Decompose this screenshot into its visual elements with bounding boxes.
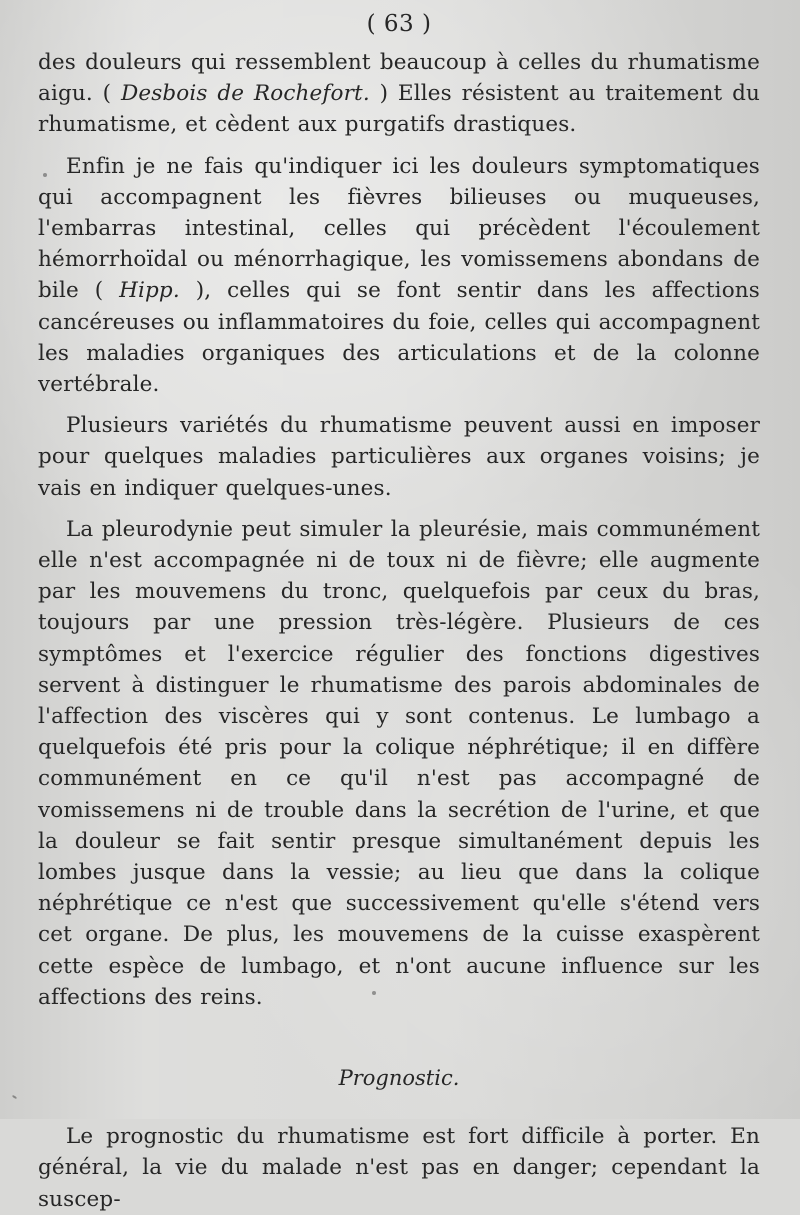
paragraph-1-text-a: des douleurs qui ressemblent beaucoup à celles du rhumatisme aigu. ( xyxy=(38,50,760,107)
citation-hipp: Hipp. xyxy=(119,278,180,304)
paragraph-continued xyxy=(38,47,760,141)
page-number: ( 63 ) xyxy=(366,11,432,37)
citation-desbois: Desbois de Rochefort. xyxy=(120,81,370,107)
paragraph-prognostic: Le prognostic du rhumatisme est fort difficile à porter. En général, la vie du malade n'est pas en danger; cependant la suscep- xyxy=(38,1124,760,1212)
paragraph-2-text-b: ), celles qui se font sentir dans les affections cancéreuses ou inflammatoires du foie, celles qui accompagnent les maladies organiques des articulations et de la colonne vertébrale. xyxy=(38,278,760,398)
section-heading-prognostic: Prognostic. xyxy=(338,1066,460,1091)
paragraph-pleurodynia-lumbago: La pleurodynie peut simuler la pleurésie, mais communément elle n'est accompagnée ni de toux ni de fièvre; elle augmente par les mouvemens du tronc, quelquefois par ceux du bras, toujours par une pression très-légère. Plusieurs de ces symptômes et l'exercice régulier des fonctions digestives servent à distinguer le rhumatisme des parois abdominales de l'affection des viscères qui y sont contenus. Le lumbago a quelquefois été pris pour la colique néphrétique; il en diffère communément en ce qu'il n'est pas accompagné de vomissemens ni de trouble dans la secrétion de l'urine, et que la douleur se fait sentir presque simultanément depuis les lombes jusque dans la vessie; au lieu que dans la colique néphrétique ce n'est que successivement qu'elle s'étend vers cet organe. De plus, les mouvemens de la cuisse exaspèrent cette espèce de lumbago, et n'ont aucune influence sur les affections des reins. xyxy=(38,516,760,1010)
paragraph-symptomatic-pains xyxy=(38,151,760,401)
paper-speck xyxy=(12,1095,17,1100)
paper-speck xyxy=(43,173,47,177)
paper-speck xyxy=(372,991,376,995)
paragraph-1-text-b: ) Elles résistent au traitement du rhumatisme, et cèdent aux purgatifs drastiques. xyxy=(38,81,760,138)
paragraph-rheumatism-varieties: Plusieurs variétés du rhumatisme peuvent aussi en imposer pour quelques maladies particulières aux organes voisins; je vais en indiquer quelques-unes. xyxy=(38,413,760,501)
paragraph-2-text-a: Enfin je ne fais qu'indiquer ici les douleurs symptomatiques qui accompagnent les fièvres bilieuses ou muqueuses, l'embarras intestinal, celles qui précèdent l'écoulement hémorrhoïdal ou ménorrhagique, les vomissemens abondans de bile ( xyxy=(38,153,760,304)
